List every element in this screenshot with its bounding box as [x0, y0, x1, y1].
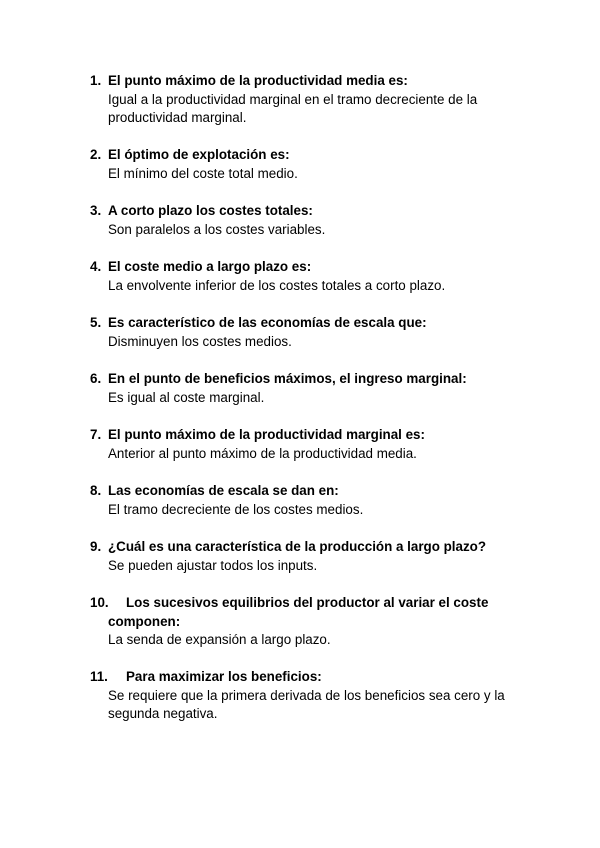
question-text: El punto máximo de la productividad media es: — [108, 73, 408, 88]
question — [90, 426, 550, 445]
question — [90, 314, 550, 333]
question-number: 6. — [90, 371, 102, 386]
question-item-11 — [90, 668, 550, 724]
answer-text: Es igual al coste marginal. — [108, 389, 265, 405]
question-text: Para maximizar los beneficios: — [126, 669, 322, 684]
question-text: A corto plazo los costes totales: — [108, 203, 313, 218]
question-item-10 — [90, 594, 550, 650]
question — [90, 482, 550, 501]
question-item-7 — [90, 426, 550, 463]
question-text: Las economías de escala se dan en: — [108, 483, 339, 498]
answer-text: El tramo decreciente de los costes medios. — [108, 501, 364, 517]
answer-text: Se requiere que la primera derivada de los beneficios sea cero y la segunda negativa. — [108, 687, 505, 721]
question-number: 11. — [90, 669, 108, 684]
question — [90, 668, 550, 687]
question-item-6 — [90, 370, 550, 407]
question-text: En el punto de beneficios máximos, el ingreso marginal: — [108, 371, 467, 386]
question-text: El coste medio a largo plazo es: — [108, 259, 312, 274]
question-number: 5. — [90, 315, 102, 330]
question — [90, 594, 550, 631]
answer-text: Son paralelos a los costes variables. — [108, 221, 326, 237]
answer-text: Anterior al punto máximo de la productividad media. — [108, 445, 417, 461]
question-item-3 — [90, 202, 550, 239]
question-text: El óptimo de explotación es: — [108, 147, 290, 162]
question-number: 3. — [90, 203, 102, 218]
question-number: 2. — [90, 147, 102, 162]
question-item-8 — [90, 482, 550, 519]
question-item-2 — [90, 146, 550, 183]
question-item-4 — [90, 258, 550, 295]
question-item-9 — [90, 538, 550, 575]
question — [90, 202, 550, 221]
question — [90, 72, 550, 91]
question-text: Los sucesivos equilibrios del productor al variar el coste — [126, 595, 489, 610]
question-number: 9. — [90, 539, 102, 554]
question-text-continued: componen: — [108, 613, 181, 629]
question-number: 10. — [90, 595, 109, 610]
question — [90, 370, 550, 389]
answer-text: La envolvente inferior de los costes totales a corto plazo. — [108, 277, 446, 293]
answer-text: La senda de expansión a largo plazo. — [108, 632, 331, 647]
answer-text: Igual a la productividad marginal en el tramo decreciente de la productividad marginal. — [108, 91, 478, 125]
question-number: 7. — [90, 427, 102, 442]
answer-text: El mínimo del coste total medio. — [108, 165, 298, 181]
question-text: Es característico de las economías de escala que: — [108, 315, 427, 330]
question-number: 8. — [90, 483, 102, 498]
question — [90, 146, 550, 165]
question-number: 4. — [90, 259, 102, 274]
question — [90, 538, 550, 557]
question-item-1 — [90, 72, 550, 128]
question-text: El punto máximo de la productividad marginal es: — [108, 427, 425, 442]
question-item-5 — [90, 314, 550, 351]
answer-text: Disminuyen los costes medios. — [108, 333, 292, 349]
question-number: 1. — [90, 73, 102, 88]
question-text: ¿Cuál es una característica de la producción a largo plazo? — [108, 539, 487, 554]
question — [90, 258, 550, 277]
answer-text: Se pueden ajustar todos los inputs. — [108, 557, 318, 573]
